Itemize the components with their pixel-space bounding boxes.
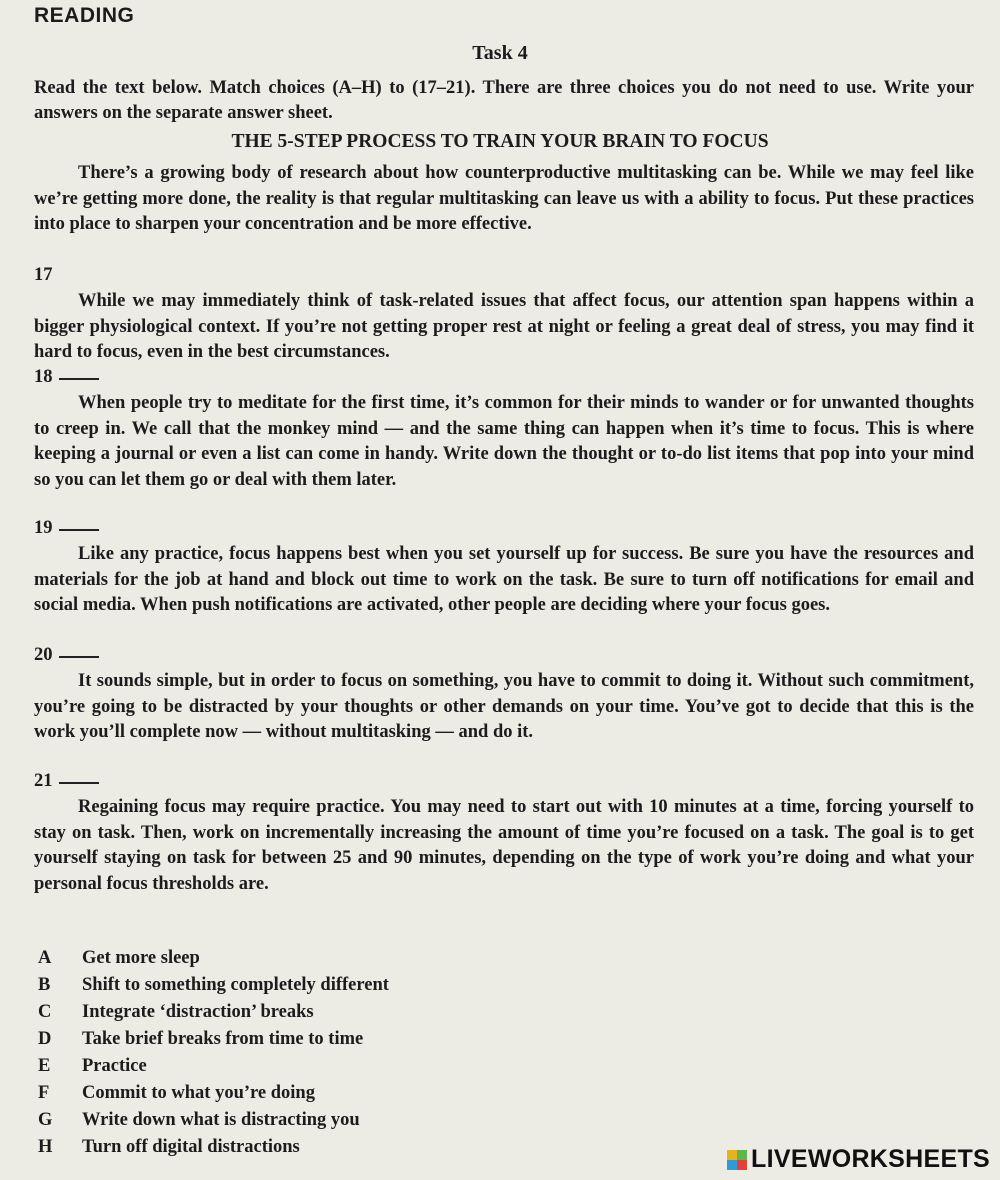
section-heading: READING	[34, 4, 135, 27]
logo-square-4	[737, 1160, 747, 1170]
article-title: THE 5-STEP PROCESS TO TRAIN YOUR BRAIN TO FOCUS	[231, 131, 769, 152]
logo-square-2	[737, 1150, 747, 1160]
gap-paragraph-21: Regaining focus may require practice. You may need to start out with 10 minutes at a time, forcing yourself to stay on task. Then, work on incrementally increasing the amount of time you’re focused on a task. The goal is to get yourself staying on task for between 25 and 90 minutes, depending on the type of work you’re doing and what your personal focus thresholds are.	[34, 797, 974, 894]
gap-number-19: 19	[34, 518, 99, 539]
gap-number-18: 18	[34, 367, 99, 388]
answer-blank-19	[59, 529, 99, 531]
gap-number-17: 17	[34, 265, 53, 285]
liveworksheets-logo-icon	[727, 1150, 747, 1170]
logo-square-1	[727, 1150, 737, 1160]
logo-square-3	[727, 1160, 737, 1170]
intro-paragraph: There’s a growing body of research about how counterproductive multitasking can be. While we may feel like we’re getting more done, the reality is that regular multitasking can leave us with a ability to focus. Put these practices into place to sharpen your concentration and be more effective.	[34, 163, 974, 234]
choice-item-b: B Shift to something completely different	[38, 975, 389, 995]
choice-item-e: E Practice	[38, 1056, 147, 1076]
answer-blank-20	[59, 656, 99, 658]
gap-paragraph-18: When people try to meditate for the first time, it’s common for their minds to wander or for unwanted thoughts to creep in. We call that the monkey mind — and the same thing can happen when it’s time to focus. This is where keeping a journal or even a list can come in handy. Write down the thought or to-do list items that pop into your mind so you can let them go or deal with them later.	[34, 393, 974, 490]
choice-item-d: D Take brief breaks from time to time	[38, 1029, 364, 1049]
choice-item-f: F Commit to what you’re doing	[38, 1083, 315, 1103]
choice-list	[38, 945, 389, 1161]
gap-number-20: 20	[34, 645, 99, 666]
gap-paragraph-20: It sounds simple, but in order to focus on something, you have to commit to doing it. Without such commitment, you’re going to be distracted by your thoughts or other demands on your time. You’ve got to decide that this is the work you’ll complete now — without multitasking — and do it.	[34, 671, 974, 742]
gap-paragraph-17: While we may immediately think of task-related issues that affect focus, our attention span happens within a bigger physiological context. If you’re not getting proper rest at night or feeling a great deal of stress, you may find it hard to focus, even in the best circumstances.	[34, 291, 974, 362]
watermark-text: LIVEWORKSHEETS	[751, 1145, 990, 1173]
choice-item-g: G Write down what is distracting you	[38, 1110, 360, 1130]
gap-number-21: 21	[34, 771, 99, 792]
gap-paragraph-19: Like any practice, focus happens best when you set yourself up for success. Be sure you have the resources and materials for the job at hand and block out time to work on the task. Be sure to turn off notifications for email and social media. When push notifications are activated, other people are deciding where your focus goes.	[34, 544, 974, 615]
choice-item-h: H Turn off digital distractions	[38, 1137, 300, 1157]
choice-item-c: C Integrate ‘distraction’ breaks	[38, 1002, 314, 1022]
liveworksheets-watermark	[727, 1145, 990, 1174]
answer-blank-18	[59, 378, 99, 380]
answer-blank-21	[59, 782, 99, 784]
choice-item-a: A Get more sleep	[38, 948, 200, 968]
task-instructions: Read the text below. Match choices (A–H) to (17–21). There are three choices you do not need to use. Write your answers on the separate answer sheet.	[34, 78, 974, 123]
task-title: Task 4	[472, 42, 528, 64]
